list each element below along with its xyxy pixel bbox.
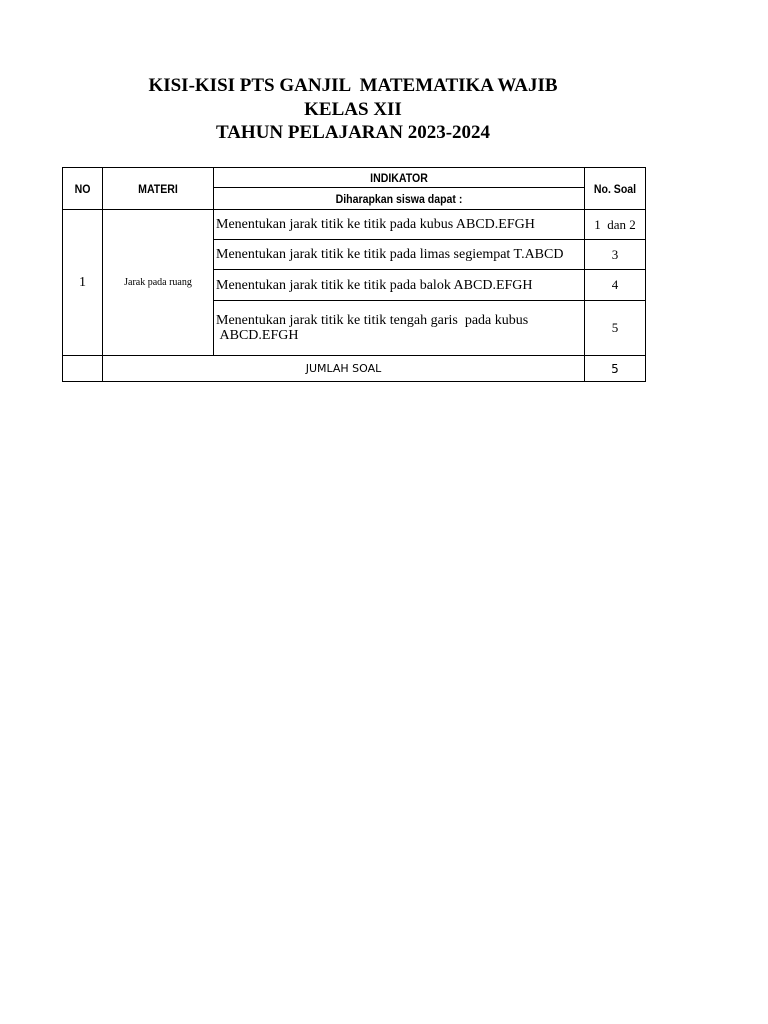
table-footer-row	[63, 356, 646, 382]
document-title	[0, 74, 706, 145]
indikator-text: Menentukan jarak titik ke titik pada limas segiempat T.ABCD	[216, 247, 564, 262]
title-line-3: TAHUN PELAJARAN 2023-2024	[215, 122, 491, 143]
jumlah-soal-value: 5	[585, 356, 646, 382]
table-row	[63, 210, 646, 240]
header-no-label: NO	[74, 181, 91, 196]
footer-empty-cell	[63, 356, 103, 382]
row-indikator	[214, 301, 585, 356]
header-no	[63, 168, 103, 210]
table-header-row	[63, 168, 646, 188]
row-no-soal: 3	[585, 240, 646, 270]
row-no-soal: 1 dan 2	[585, 210, 646, 240]
row-no-soal: 5	[585, 301, 646, 356]
header-no-soal	[585, 168, 646, 210]
row-materi: Jarak pada ruang	[103, 210, 214, 356]
header-indikator-label: INDIKATOR	[370, 170, 428, 185]
indikator-text: Menentukan jarak titik ke titik tengah garis pada kubus ABCD.EFGH	[216, 313, 529, 343]
kisi-kisi-table	[62, 167, 646, 382]
title-line-1: KISI-KISI PTS GANJIL MATEMATIKA WAJIB	[148, 75, 558, 96]
header-no-soal-label: No. Soal	[593, 181, 637, 196]
indikator-text: Menentukan jarak titik ke titik pada balok ABCD.EFGH	[216, 277, 533, 293]
header-indikator-sub	[214, 188, 585, 210]
row-indikator	[214, 240, 585, 270]
header-materi	[103, 168, 214, 210]
title-line-2: KELAS XII	[304, 98, 402, 120]
row-indikator	[214, 270, 585, 301]
header-materi-label: MATERI	[138, 181, 178, 196]
jumlah-soal-label: JUMLAH SOAL	[103, 356, 585, 382]
row-no: 1	[63, 210, 103, 356]
row-no-soal: 4	[585, 270, 646, 301]
row-indikator	[214, 210, 585, 240]
header-indikator	[214, 168, 585, 188]
indikator-text: Menentukan jarak titik ke titik pada kubus ABCD.EFGH	[216, 217, 535, 232]
header-indikator-sub-label: Diharapkan siswa dapat :	[335, 191, 463, 206]
